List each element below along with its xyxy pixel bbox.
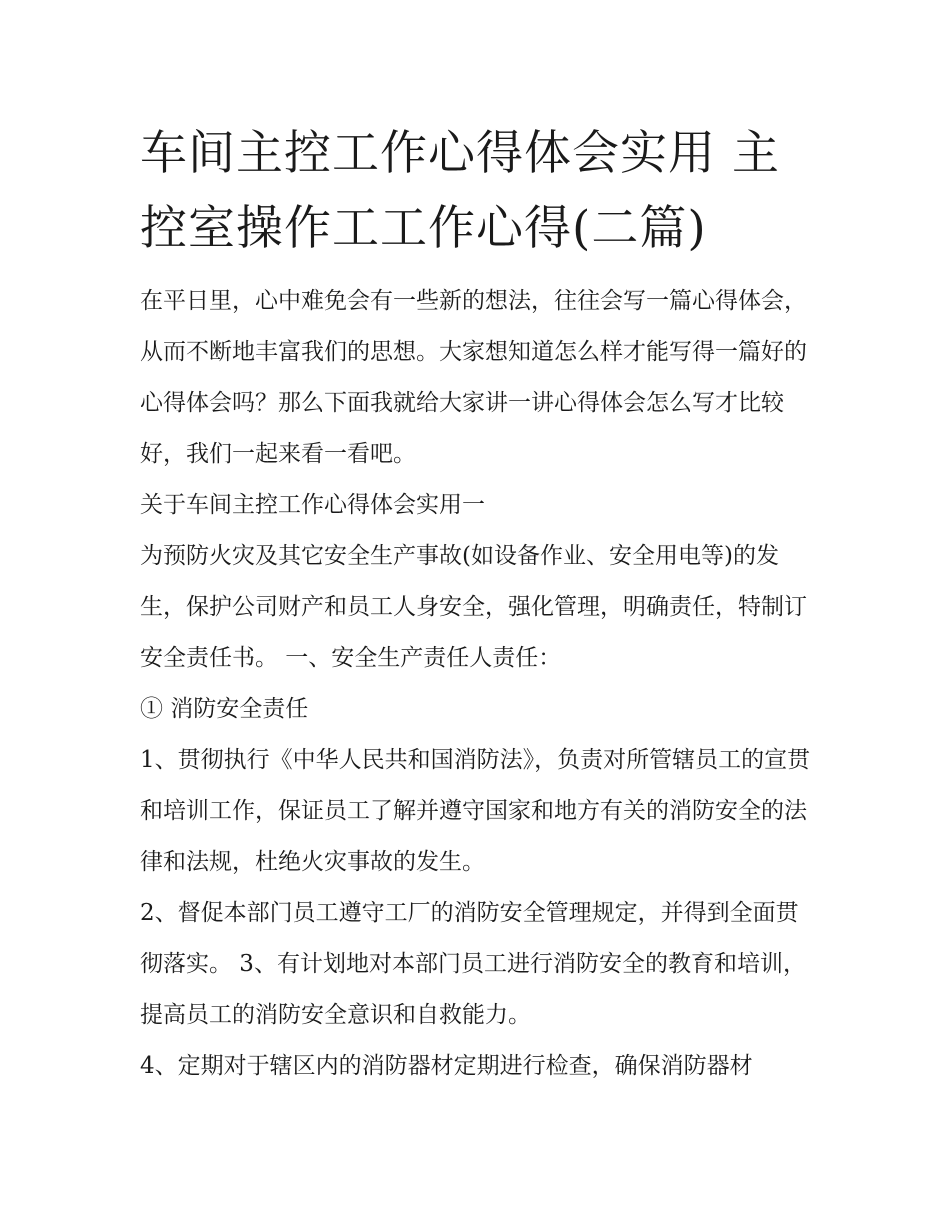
clause-paragraph: 1、贯彻执行《中华人民共和国消防法》，负责对所管辖员工的宣贯和培训工作，保证员工了解并遵守国家和地方有关的消防安全的法律和法规，杜绝火灾事故的发生。 (140, 747, 811, 875)
clause-paragraph: 2、督促本部门员工遵守工厂的消防安全管理规定，并得到全面贯彻落实。 3、有计划地对本部门员工进行消防安全的教育和培训，提高员工的消防安全意识和自救能力。 (140, 900, 806, 1028)
document-body (140, 276, 820, 1092)
purpose-paragraph: 为预防火灾及其它安全生产事故(如设备作业、安全用电等)的发生，保护公司财产和员工人身安全，强化管理，明确责任，特制订安全责任书。 一、安全生产责任人责任： (140, 543, 807, 671)
document-title: 车间主控工作心得体会实用 主控室操作工工作心得(二篇) (140, 126, 780, 256)
intro-paragraph: 在平日里，心中难免会有一些新的想法，往往会写一篇心得体会，从而不断地丰富我们的思想。大家想知道怎么样才能写得一篇好的心得体会吗？那么下面我就给大家讲一讲心得体会怎么写才比较好，我们一起来看一看吧。 (140, 288, 807, 467)
section-heading: 关于车间主控工作心得体会实用一 (140, 492, 485, 518)
clause-paragraph: 4、定期对于辖区内的消防器材定期进行检查，确保消防器材 (140, 1053, 753, 1079)
subsection-heading: ① 消防安全责任 (140, 696, 309, 722)
